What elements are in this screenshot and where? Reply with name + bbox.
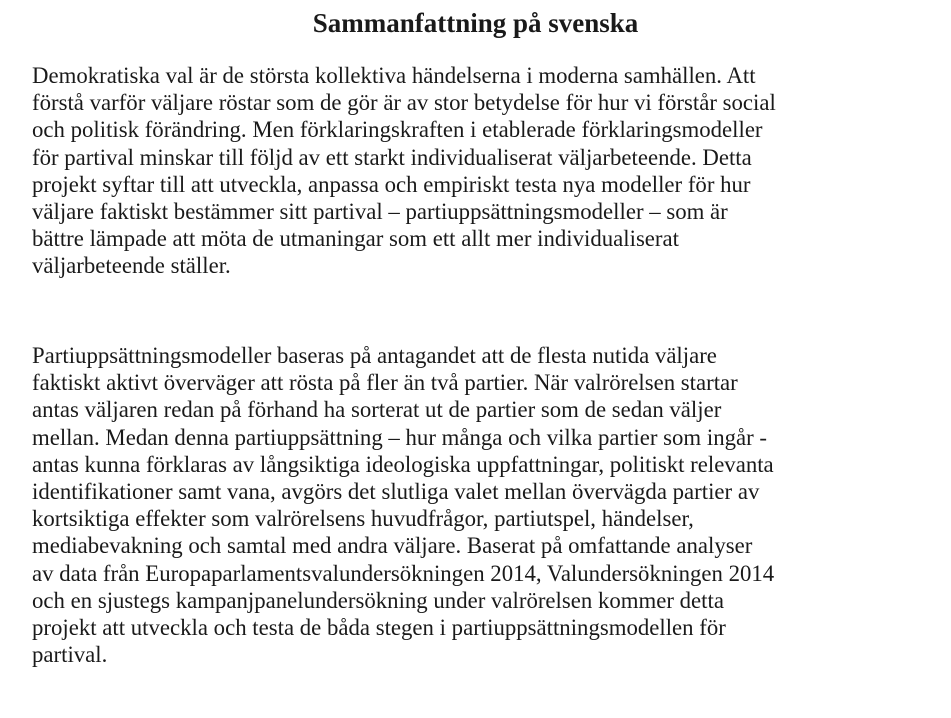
paragraph-line: kortsiktiga effekter som valrörelsens huvudfrågor, partiutspel, händelser, [32,506,694,532]
paragraph-line: projekt syftar till att utveckla, anpassa och empiriskt testa nya modeller för hur [32,171,751,197]
paragraph-line: förstå varför väljare röstar som de gör är av stor betydelse för hur vi förstår social [32,90,776,116]
paragraph-2 [32,342,937,668]
paragraph-line: antas kunna förklaras av långsiktiga ideologiska uppfattningar, politiskt relevanta [32,451,774,477]
paragraph-line: identifikationer samt vana, avgörs det slutliga valet mellan övervägda partier av [32,479,760,505]
paragraph-line: faktiskt aktivt överväger att rösta på fler än två partier. När valrörelsen startar [32,370,738,396]
paragraph-line: väljare faktiskt bestämmer sitt partival – partiuppsättningsmodeller – som är [32,199,728,225]
paragraph-line: för partival minskar till följd av ett starkt individualiserat väljarbeteende. Detta [32,144,752,170]
paragraph-line: Partiuppsättningsmodeller baseras på antagandet att de flesta nutida väljare [32,343,717,368]
paragraph-line: Demokratiska val är de största kollektiva händelserna i moderna samhällen. Att [32,63,756,88]
page-title: Sammanfattning på svenska [312,8,639,38]
paragraph-line: antas väljaren redan på förhand ha sorterat ut de partier som de sedan väljer [32,397,722,423]
paragraph-line: bättre lämpade att möta de utmaningar som ett allt mer individualiserat [32,226,679,252]
paragraph-line: och politisk förändring. Men förklaringskraften i etablerade förklaringsmodeller [32,117,763,143]
paragraph-line: mediabevakning och samtal med andra väljare. Baserat på omfattande analyser [32,533,753,559]
paragraph-line: väljarbeteende ställer. [32,253,231,279]
paragraph-line: mellan. Medan denna partiuppsättning – hur många och vilka partier som ingår - [32,424,767,450]
paragraph-line: partival. [32,642,108,668]
paragraph-1 [32,62,937,280]
paragraph-line: och en sjustegs kampanjpanelundersökning under valrörelsen kommer detta [32,587,724,613]
paragraph-line: av data från Europaparlamentsvalundersökningen 2014, Valundersökningen 2014 [32,560,775,586]
paragraph-line: projekt att utveckla och testa de båda stegen i partiuppsättningsmodellen för [32,615,726,641]
